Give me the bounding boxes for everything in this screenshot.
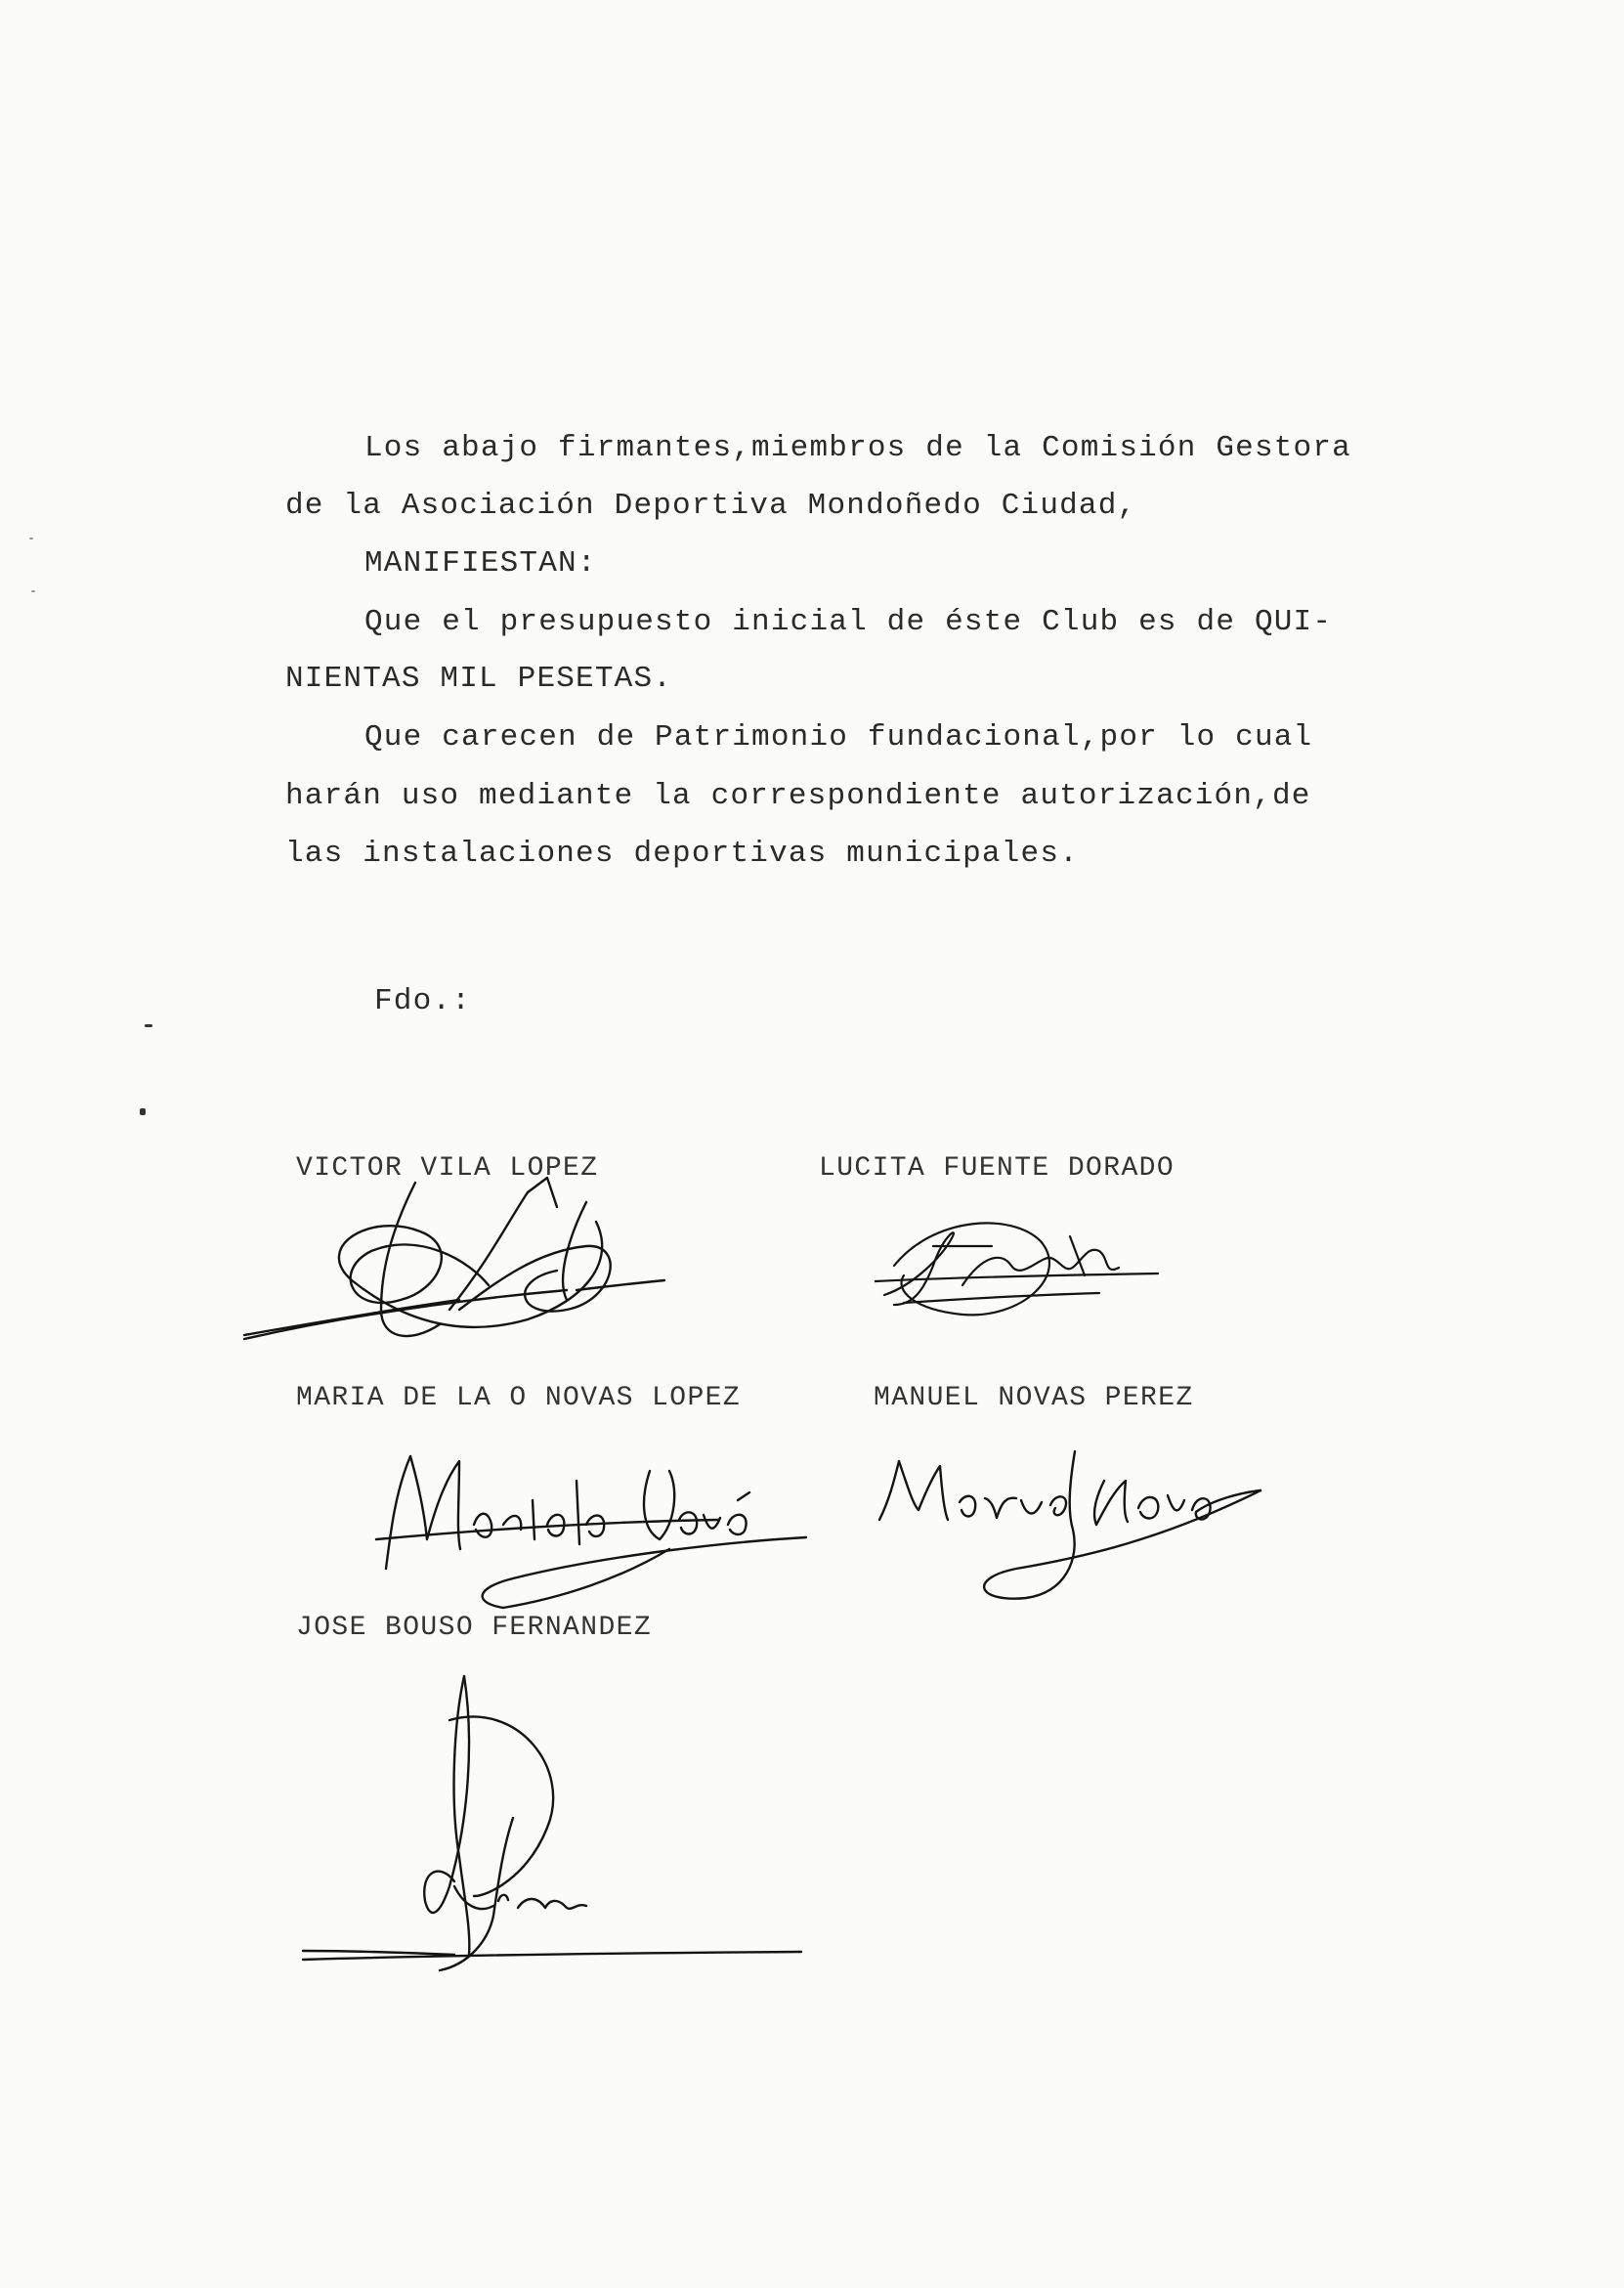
signatory-name-victor: VICTOR VILA LOPEZ	[296, 1153, 599, 1184]
paragraph-line-2: de la Asociación Deportiva Mondoñedo Ciudad,	[285, 489, 1137, 523]
paragraph-line-8: las instalaciones deportivas municipales.	[285, 837, 1079, 871]
signature-maria-de-la-o-novas-lopez	[366, 1432, 826, 1618]
margin-speck	[140, 1108, 146, 1115]
signature-manuel-novas-perez	[870, 1432, 1300, 1618]
paragraph-line-1: Los abajo firmantes,miembros de la Comisión Gestora	[364, 431, 1351, 465]
paragraph-line-6: Que carecen de Patrimonio fundacional,por lo cual	[364, 720, 1313, 755]
margin-speck	[31, 590, 35, 592]
manifiestan-heading: MANIFIESTAN:	[364, 546, 597, 581]
margin-speck	[145, 1024, 152, 1027]
fdo-label: Fdo.:	[374, 984, 472, 1018]
signatory-name-jose: JOSE BOUSO FERNANDEZ	[296, 1613, 653, 1643]
paragraph-line-5: NIENTAS MIL PESETAS.	[285, 662, 673, 696]
paragraph-line-4: Que el presupuesto inicial de éste Club es de QUI-	[364, 605, 1333, 639]
signatory-name-manuel: MANUEL NOVAS PEREZ	[874, 1383, 1194, 1413]
signature-lucita-fuente-dorado	[875, 1197, 1168, 1334]
paragraph-line-7: harán uso mediante la correspondiente autorización,de	[285, 779, 1311, 813]
signatory-name-lucita: LUCITA FUENTE DORADO	[819, 1153, 1175, 1184]
signature-jose-bouso-fernandez	[293, 1662, 821, 1974]
margin-speck	[29, 538, 33, 540]
signatory-name-maria: MARIA DE LA O NOVAS LOPEZ	[296, 1383, 742, 1413]
signature-victor-vila-lopez	[235, 1153, 684, 1349]
